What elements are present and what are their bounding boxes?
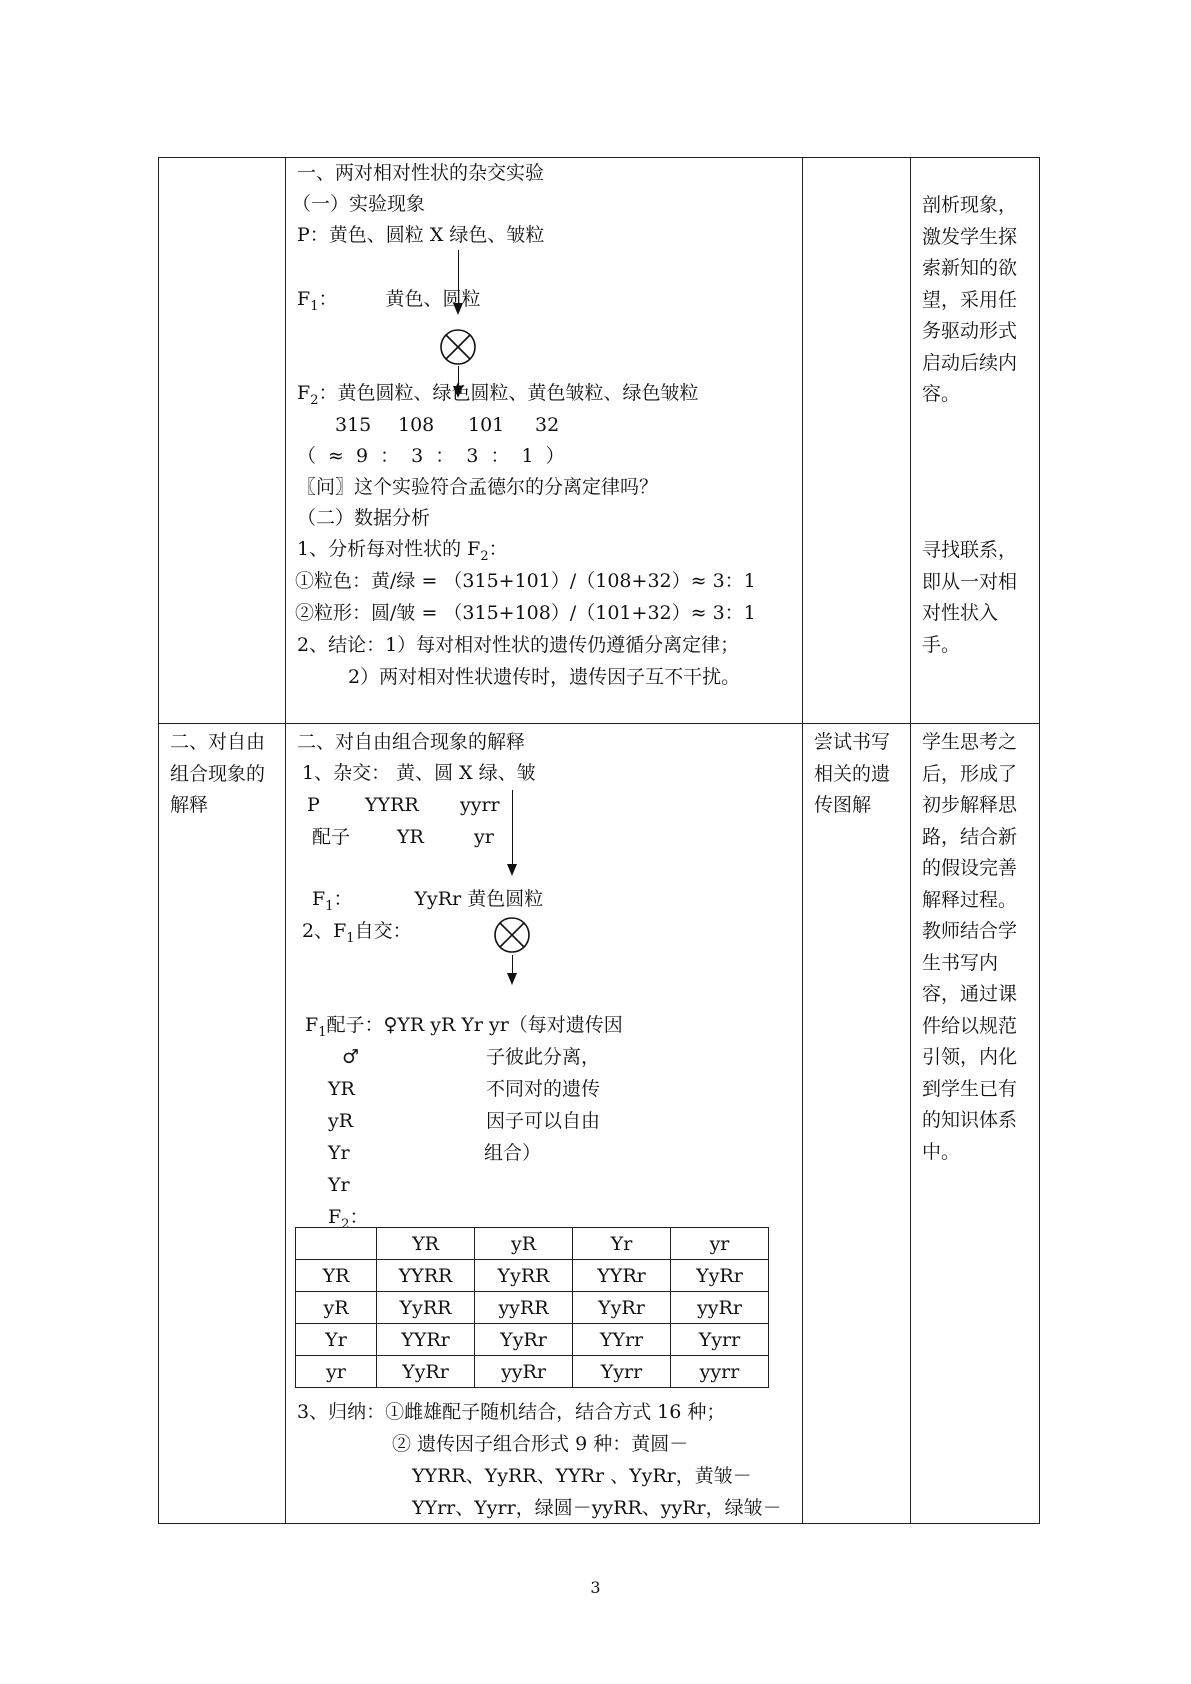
table-cell: YyRR bbox=[475, 1260, 573, 1292]
parent-genotype: yyrr bbox=[460, 794, 500, 816]
page-number: 3 bbox=[590, 1578, 601, 1597]
f2-line: $F_2$：黄色圆粒、绿色圆粒、黄色皱粒、绿色皱粒 bbox=[297, 382, 699, 408]
parent-genotype: YYRR bbox=[365, 794, 419, 816]
table-cell: Yyrr bbox=[573, 1356, 671, 1388]
cross-arrow bbox=[512, 790, 513, 865]
table-row bbox=[296, 1356, 769, 1388]
cross-arrow bbox=[512, 955, 513, 975]
selfing-line: 2、$F_1$自交： bbox=[302, 920, 412, 946]
table-cell: YyRr bbox=[671, 1260, 769, 1292]
summary-line: 3、归纳：①雌雄配子随机结合，结合方式 16 种； bbox=[297, 1401, 726, 1423]
conclusion-line: 2、结论：1）每对相对性状的遗传仍遵循分离定律； bbox=[297, 634, 740, 656]
note-line: 因子可以自由 bbox=[486, 1110, 601, 1132]
table-row bbox=[296, 1292, 769, 1324]
self-cross-icon bbox=[493, 916, 531, 954]
table-cell: yyrr bbox=[671, 1356, 769, 1388]
punnett-square bbox=[295, 1227, 769, 1388]
f2-count: 315 bbox=[335, 414, 372, 436]
f2-count: 101 bbox=[468, 414, 505, 436]
parent-genotype: P bbox=[307, 794, 320, 816]
section-heading: 二、对自由组合现象的解释 bbox=[297, 731, 526, 753]
table-cell: YR bbox=[296, 1260, 377, 1292]
summary-line: YYrr、Yyrr，绿圆－yyRR、yyRr，绿皱－ bbox=[412, 1497, 782, 1519]
analysis-line: ②粒形：圆/皱 = （315+108）/（101+32）≈ 3：1 bbox=[295, 602, 756, 624]
note-line: 不同对的遗传 bbox=[486, 1078, 601, 1100]
column-divider bbox=[285, 157, 286, 1524]
analysis-line: 1、分析每对性状的 $F_2$： bbox=[297, 538, 508, 564]
male-symbol-icon: ♂ bbox=[342, 1046, 360, 1068]
table-cell: yR bbox=[296, 1292, 377, 1324]
analysis-line: ①粒色：黄/绿 = （315+101）/（108+32）≈ 3：1 bbox=[295, 570, 756, 592]
design-note: 寻找联系，即从一对相对性状入手。 bbox=[922, 539, 1018, 656]
table-header: yR bbox=[475, 1228, 573, 1260]
gamete-line: $F_1$配子：♀YR yR Yr yr（每对遗传因 bbox=[305, 1014, 623, 1040]
table-cell: yr bbox=[296, 1356, 377, 1388]
design-note: 学生思考之后，形成了初步解释思路，结合新的假设完善解释过程。教师结合学生书写内容，通过课件给以规范引领，内化到学生已有的知识体系中。 bbox=[922, 731, 1018, 1163]
cross-line: 1、杂交： 黄、圆 X 绿、皱 bbox=[302, 762, 536, 784]
row-divider bbox=[158, 723, 1040, 724]
cross-arrow bbox=[458, 250, 459, 305]
section-heading: 一、两对相对性状的杂交实验 bbox=[297, 162, 545, 184]
note-line: 组合） bbox=[484, 1142, 542, 1164]
gamete-label: 配子 bbox=[312, 826, 351, 848]
subheading: （一）实验现象 bbox=[292, 193, 426, 215]
f1-line: $F_1$： 黄色、圆粒 bbox=[297, 288, 481, 314]
table-row bbox=[296, 1260, 769, 1292]
stage-title: 二、对自由组合现象的解释 bbox=[170, 731, 266, 816]
subheading: （二）数据分析 bbox=[297, 507, 431, 529]
f2-count: 108 bbox=[398, 414, 435, 436]
table-cell bbox=[296, 1228, 377, 1260]
table-cell: yyRr bbox=[475, 1356, 573, 1388]
table-cell: YyRr bbox=[475, 1324, 573, 1356]
table-cell: YYrr bbox=[573, 1324, 671, 1356]
note-line: 子彼此分离， bbox=[486, 1046, 601, 1068]
gamete-label: YR bbox=[397, 826, 424, 848]
question-line: 〖问〗这个实验符合孟德尔的分离定律吗？ bbox=[297, 476, 659, 498]
cross-arrow bbox=[458, 366, 459, 388]
table-cell: YyRR bbox=[377, 1292, 475, 1324]
table-row bbox=[296, 1228, 769, 1260]
student-activity: 尝试书写相关的遗传图解 bbox=[814, 731, 891, 816]
f2-count: 32 bbox=[535, 414, 560, 436]
table-cell: yyRr bbox=[671, 1292, 769, 1324]
column-divider bbox=[910, 157, 911, 1524]
summary-line: YYRR、YyRR、YYRr 、YyRr，黄皱－ bbox=[412, 1465, 752, 1487]
design-note: 剖析现象，激发学生探索新知的欲望，采用任务驱动形式启动后续内容。 bbox=[922, 194, 1018, 405]
column-divider bbox=[802, 157, 803, 1524]
self-cross-icon bbox=[439, 328, 477, 366]
summary-line: ② 遗传因子组合形式 9 种：黄圆－ bbox=[392, 1433, 689, 1455]
table-cell: YYRr bbox=[377, 1324, 475, 1356]
table-cell: Yr bbox=[296, 1324, 377, 1356]
table-header: yr bbox=[671, 1228, 769, 1260]
ratio-line: （ ≈ 9 ： 3 ： 3 ： 1 ） bbox=[297, 445, 568, 467]
f1-line: $F_1$： YyRr 黄色圆粒 bbox=[312, 888, 544, 914]
arrow-head-icon bbox=[453, 303, 463, 315]
gamete-label: yr bbox=[474, 826, 494, 848]
table-cell: YyRr bbox=[573, 1292, 671, 1324]
table-cell: yyRR bbox=[475, 1292, 573, 1324]
arrow-head-icon bbox=[453, 386, 463, 398]
male-gamete: Yr bbox=[328, 1174, 350, 1196]
male-gamete: YR bbox=[328, 1078, 355, 1100]
male-gamete: yR bbox=[328, 1110, 354, 1132]
conclusion-line: 2）两对相对性状遗传时，遗传因子互不干扰。 bbox=[348, 666, 741, 688]
table-header: YR bbox=[377, 1228, 475, 1260]
table-cell: Yyrr bbox=[671, 1324, 769, 1356]
table-row bbox=[296, 1324, 769, 1356]
table-header: Yr bbox=[573, 1228, 671, 1260]
table-cell: YYRr bbox=[573, 1260, 671, 1292]
arrow-head-icon bbox=[507, 864, 517, 876]
table-cell: YyRr bbox=[377, 1356, 475, 1388]
table-cell: YYRR bbox=[377, 1260, 475, 1292]
f2-label: $F_2$： bbox=[328, 1206, 369, 1232]
arrow-head-icon bbox=[507, 973, 517, 985]
male-gamete: Yr bbox=[328, 1142, 350, 1164]
parent-cross: P：黄色、圆粒 X 绿色、皱粒 bbox=[297, 224, 545, 246]
